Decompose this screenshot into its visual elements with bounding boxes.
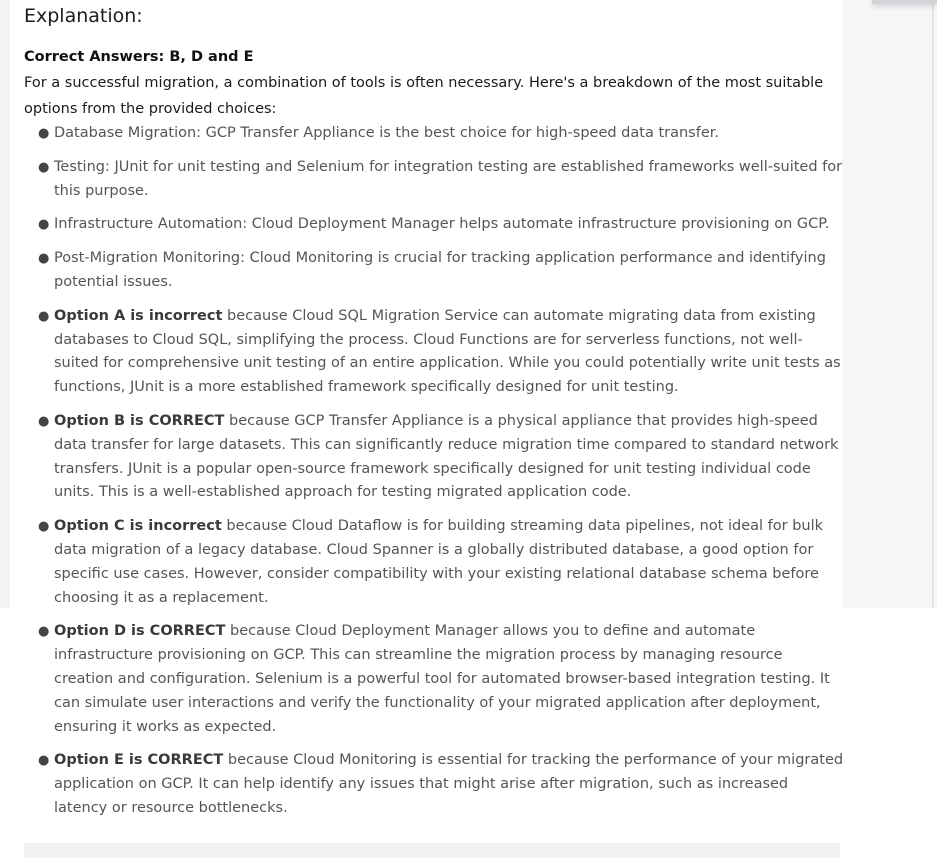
bullet-icon: ● bbox=[38, 519, 50, 535]
item-text: because Cloud Dataflow is for building streaming data pipelines, not ideal for bulk data migration of a legacy database. Cloud Spanner is a globally distributed database, a good option for specific use cases. However, consider compatibility with your existing relational database schema before choosing it as a replacement. bbox=[54, 518, 824, 606]
option-b-verdict: Option B is CORRECT bbox=[54, 412, 225, 429]
bullet-icon: ● bbox=[38, 217, 50, 233]
explanation-section bbox=[24, 0, 844, 831]
right-rail bbox=[842, 0, 937, 608]
scrollbar-track[interactable] bbox=[932, 0, 934, 608]
explanation-heading: Explanation: bbox=[24, 5, 143, 27]
list-item-option-a bbox=[38, 305, 844, 400]
item-text: because Cloud SQL Migration Service can automate migrating data from existing databases to Cloud SQL, simplifying the process. Cloud Functions are for serverless functions, not well-suited for comprehensive unit testing of an entire application. While you could potentially write unit tests as functions, JUnit is a more established framework specifically designed for unit testing. bbox=[54, 307, 841, 396]
intro-paragraph: For a successful migration, a combination of tools is often necessary. Here's a breakdown of the most suitable options from the provided choices: bbox=[24, 75, 824, 117]
list-item-option-e bbox=[38, 749, 844, 820]
option-d-verdict: Option D is CORRECT bbox=[54, 623, 226, 640]
bottom-divider bbox=[24, 843, 840, 858]
list-item bbox=[38, 213, 844, 237]
list-item bbox=[38, 156, 844, 204]
list-item bbox=[38, 122, 844, 146]
list-item bbox=[38, 247, 844, 295]
bullet-icon: ● bbox=[38, 624, 50, 640]
bullet-icon: ● bbox=[38, 413, 50, 429]
item-text: Testing: JUnit for unit testing and Selenium for integration testing are established frameworks well-suited for this purpose. bbox=[54, 158, 843, 199]
item-text: because GCP Transfer Appliance is a physical appliance that provides high-speed data transfer for large datasets. This can significantly reduce migration time compared to standard network transfers. JUnit is a popular open-source framework specifically designed for unit testing individual code units. This is a well-established approach for testing migrated application code. bbox=[54, 412, 839, 501]
floating-panel-edge bbox=[872, 0, 937, 4]
option-a-verdict: Option A is incorrect bbox=[54, 307, 223, 324]
bullet-icon: ● bbox=[38, 126, 50, 141]
option-c-verdict: Option C is incorrect bbox=[54, 518, 222, 535]
item-text: Infrastructure Automation: Cloud Deployment Manager helps automate infrastructure provisioning on GCP. bbox=[54, 216, 830, 233]
list-item-option-b bbox=[38, 410, 844, 505]
bullet-icon: ● bbox=[38, 308, 50, 324]
bullet-icon: ● bbox=[38, 159, 50, 175]
bullet-icon: ● bbox=[38, 753, 50, 769]
correct-answers: Correct Answers: B, D and E bbox=[24, 49, 254, 65]
list-item-option-c bbox=[38, 515, 844, 610]
list-item-option-d bbox=[38, 620, 844, 739]
option-e-verdict: Option E is CORRECT bbox=[54, 752, 224, 769]
explanation-list bbox=[24, 122, 844, 821]
item-text: because Cloud Deployment Manager allows you to define and automate infrastructure provisioning on GCP. This can streamline the migration process by managing resource creation and configuration. Selenium is a powerful tool for automated browser-based integration testing. It can simulate user interactions and verify the functionality of your migrated application after deployment, ensuring it works as expected. bbox=[54, 623, 830, 735]
item-text: because Cloud Monitoring is essential for tracking the performance of your migrated application on GCP. It can help identify any issues that might arise after migration, such as increased latency or resource bottlenecks. bbox=[54, 752, 844, 816]
item-text: Post-Migration Monitoring: Cloud Monitoring is crucial for tracking application performance and identifying potential issues. bbox=[54, 250, 826, 290]
item-text: Database Migration: GCP Transfer Appliance is the best choice for high-speed data transfer. bbox=[54, 125, 719, 141]
bullet-icon: ● bbox=[38, 251, 50, 267]
